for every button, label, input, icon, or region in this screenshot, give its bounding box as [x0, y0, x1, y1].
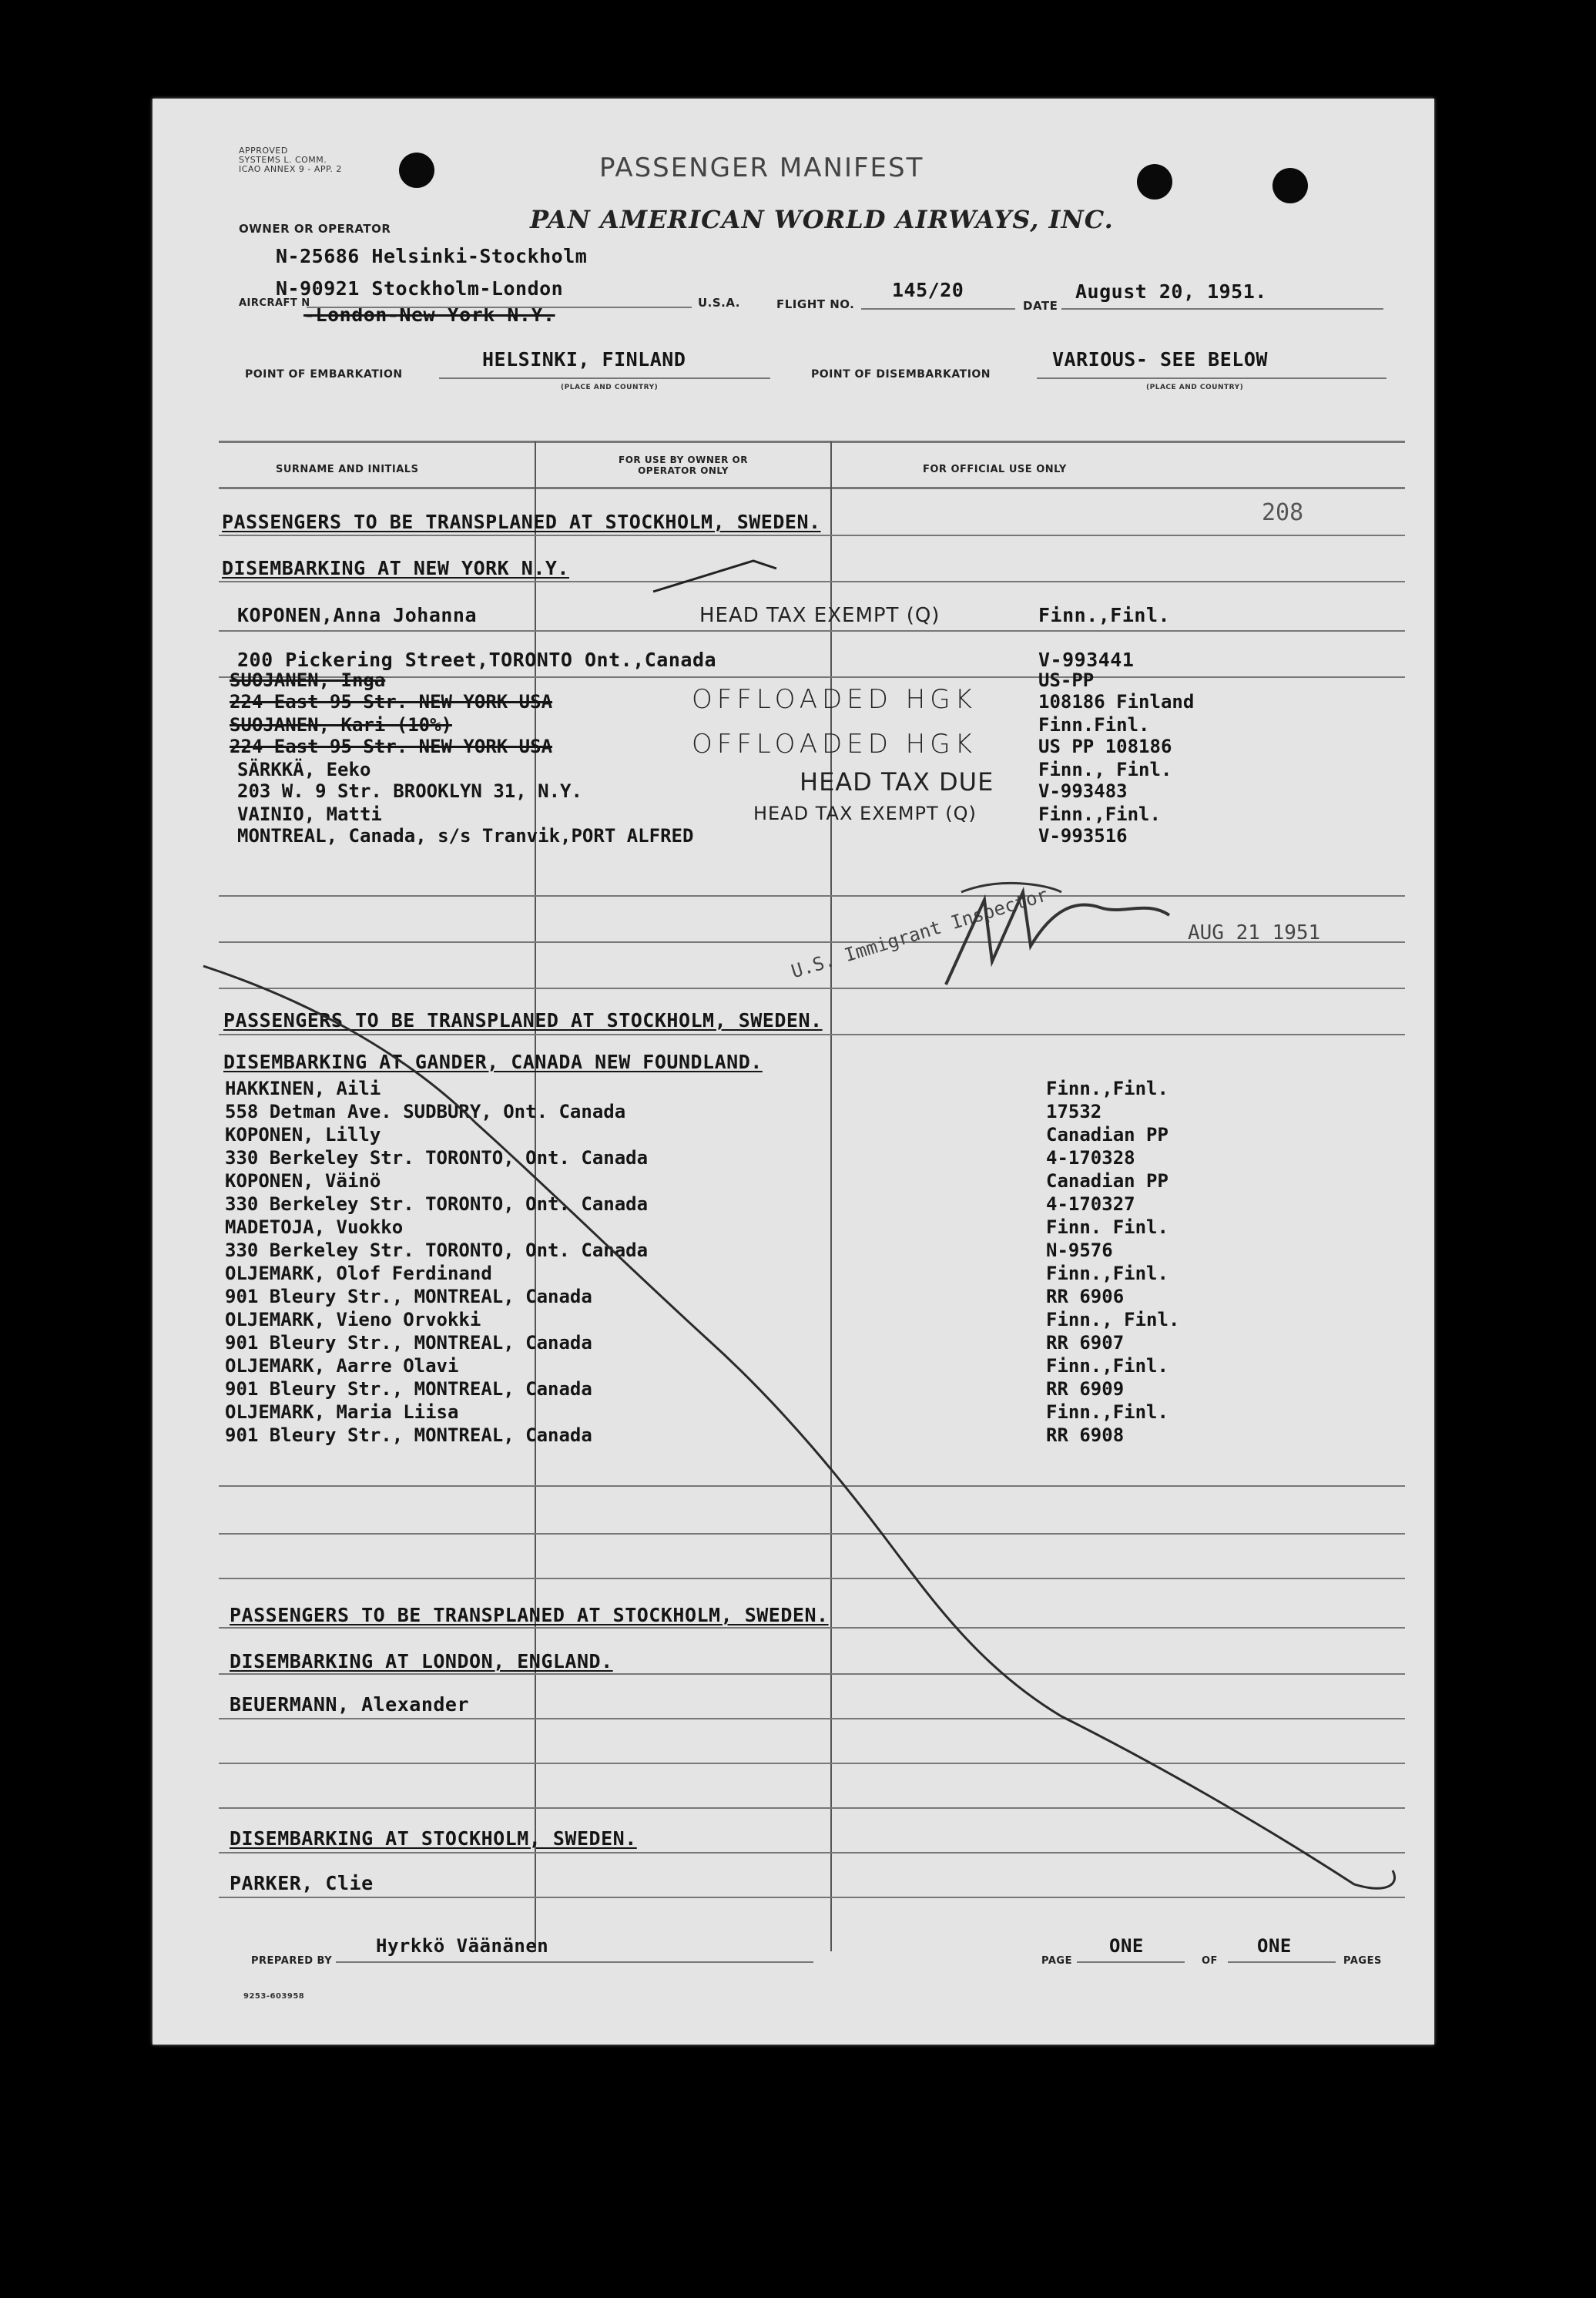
- section1-transplane: PASSENGERS TO BE TRANSPLANED AT STOCKHOLM, SWEDEN.: [222, 511, 821, 533]
- embarkation-value: HELSINKI, FINLAND: [482, 348, 686, 371]
- handwritten-diagonal-line: [153, 99, 1434, 2045]
- official-entry: 108186 Finland: [1038, 691, 1195, 713]
- operator-note: OFFLOADED HGK: [692, 729, 977, 760]
- of-label: OF: [1202, 1955, 1218, 1967]
- operator-note: HEAD TAX EXEMPT (Q): [753, 803, 977, 824]
- approval-line: SYSTEMS L. COMM.: [239, 155, 327, 165]
- operator-note: HEAD TAX DUE: [800, 767, 994, 797]
- manifest-sheet: [153, 99, 1434, 2045]
- approval-line: ICAO ANNEX 9 - APP. 2: [239, 164, 342, 174]
- inspector-stamp: U.S. Immigrant Inspector: [788, 884, 1051, 983]
- official-entry: Canadian PP: [1046, 1170, 1168, 1192]
- passenger-name: OLJEMARK, Vieno Orvokki: [225, 1309, 481, 1330]
- passenger-name: KOPONEN, Väinö: [225, 1170, 381, 1192]
- official-entry: RR 6909: [1046, 1378, 1125, 1400]
- official-entry: 4-170327: [1046, 1193, 1135, 1215]
- passenger-name: OLJEMARK, Aarre Olavi: [225, 1355, 459, 1377]
- section3-disembark: DISEMBARKING AT LONDON, ENGLAND.: [230, 1650, 613, 1672]
- official-entry: V-993483: [1038, 780, 1128, 802]
- passenger-name: KOPONEN,Anna Johanna: [237, 604, 478, 626]
- section3-passenger: BEUERMANN, Alexander: [230, 1693, 470, 1716]
- passenger-address: MONTREAL, Canada, s/s Tranvik,PORT ALFRED: [237, 825, 694, 847]
- official-entry: Finn.,Finl.: [1038, 604, 1171, 626]
- official-entry: US-PP: [1038, 669, 1095, 691]
- column-header-official: FOR OFFICIAL USE ONLY: [923, 464, 1067, 475]
- official-entry: Finn., Finl.: [1046, 1309, 1180, 1330]
- official-entry: Canadian PP: [1046, 1124, 1168, 1146]
- usa-label: U.S.A.: [698, 296, 740, 310]
- passenger-name-cancelled: SUOJANEN, Kari (10%): [230, 714, 452, 736]
- prepared-rule: [336, 1961, 813, 1963]
- place-country-label-1: (PLACE AND COUNTRY): [561, 384, 659, 391]
- passenger-address: 203 W. 9 Str. BROOKLYN 31, N.Y.: [237, 780, 582, 802]
- passenger-address-cancelled: 224 East 95 Str. NEW YORK USA: [230, 691, 553, 713]
- official-entry: Finn.,Finl.: [1038, 803, 1161, 825]
- section2-transplane: PASSENGERS TO BE TRANSPLANED AT STOCKHOLM, SWEDEN.: [223, 1009, 823, 1032]
- passenger-address: 901 Bleury Str., MONTREAL, Canada: [225, 1378, 592, 1400]
- embarkation-label: POINT OF EMBARKATION: [245, 368, 403, 381]
- official-entry: US PP 108186: [1038, 736, 1172, 757]
- passenger-address: 200 Pickering Street,TORONTO Ont.,Canada: [237, 649, 717, 671]
- official-entry: Finn. Finl.: [1046, 1216, 1168, 1238]
- operator-note: HEAD TAX EXEMPT (Q): [699, 604, 940, 627]
- total-pages: ONE: [1257, 1935, 1292, 1957]
- aircraft-line-1: N-25686 Helsinki-Stockholm: [276, 245, 588, 267]
- page-number: ONE: [1109, 1935, 1144, 1957]
- flight-date: August 20, 1951.: [1075, 280, 1267, 303]
- company-name: PAN AMERICAN WORLD AIRWAYS, INC.: [530, 205, 1114, 234]
- official-entry: Finn.,Finl.: [1046, 1401, 1168, 1423]
- pages-rule: [1228, 1961, 1336, 1963]
- column-header-surname: SURNAME AND INITIALS: [276, 464, 419, 475]
- passenger-address: 901 Bleury Str., MONTREAL, Canada: [225, 1332, 592, 1354]
- date-label: DATE: [1023, 299, 1058, 313]
- form-number: 9253-603958: [243, 1992, 305, 2001]
- passenger-address: 330 Berkeley Str. TORONTO, Ont. Canada: [225, 1240, 649, 1261]
- column-header-operator: FOR USE BY OWNER OR OPERATOR ONLY: [619, 455, 748, 476]
- flight-number: 145/20: [892, 279, 964, 301]
- passenger-name: OLJEMARK, Maria Liisa: [225, 1401, 459, 1423]
- official-entry: 17532: [1046, 1101, 1102, 1122]
- passenger-address: 901 Bleury Str., MONTREAL, Canada: [225, 1286, 592, 1307]
- official-entry: V-993516: [1038, 825, 1128, 847]
- passenger-name: SÄRKKÄ, Eeko: [237, 759, 371, 780]
- aircraft-label: AIRCRAFT N: [239, 297, 310, 309]
- prepared-label: PREPARED BY: [251, 1955, 333, 1967]
- passenger-name-cancelled: SUOJANEN, Inga: [230, 669, 386, 691]
- disembarkation-value: VARIOUS- SEE BELOW: [1052, 348, 1268, 371]
- approval-line: APPROVED: [239, 146, 288, 156]
- form-title: PASSENGER MANIFEST: [599, 153, 924, 183]
- official-entry: N-9576: [1046, 1240, 1113, 1261]
- page-rule: [1077, 1961, 1185, 1963]
- passenger-name: MADETOJA, Vuokko: [225, 1216, 404, 1238]
- page-stamp-number: 208: [1262, 499, 1304, 526]
- official-entry: RR 6906: [1046, 1286, 1125, 1307]
- section4-disembark: DISEMBARKING AT STOCKHOLM, SWEDEN.: [230, 1827, 637, 1850]
- section3-transplane: PASSENGERS TO BE TRANSPLANED AT STOCKHOLM, SWEDEN.: [230, 1604, 829, 1626]
- official-entry: 4-170328: [1046, 1147, 1135, 1169]
- aircraft-line-3: -London-New York N.Y.: [303, 304, 555, 326]
- disembarkation-label: POINT OF DISEMBARKATION: [811, 368, 991, 381]
- official-entry: RR 6908: [1046, 1424, 1125, 1446]
- aircraft-line-2: N-90921 Stockholm-London: [276, 277, 564, 300]
- prepared-by: Hyrkkö Väänänen: [376, 1935, 549, 1957]
- inspector-date: AUG 21 1951: [1188, 921, 1321, 944]
- flight-label: FLIGHT NO.: [776, 297, 855, 311]
- owner-label: OWNER OR OPERATOR: [239, 222, 391, 236]
- passenger-name: KOPONEN, Lilly: [225, 1124, 381, 1146]
- official-entry: Finn.,Finl.: [1046, 1355, 1168, 1377]
- passenger-name: VAINIO, Matti: [237, 803, 382, 825]
- passenger-name: HAKKINEN, Aili: [225, 1078, 381, 1099]
- section4-passenger: PARKER, Clie: [230, 1872, 374, 1894]
- passenger-address-cancelled: 224 East 95 Str. NEW YORK USA: [230, 736, 553, 757]
- section1-disembark: DISEMBARKING AT NEW YORK N.Y.: [222, 557, 569, 579]
- official-entry: Finn., Finl.: [1038, 759, 1172, 780]
- official-entry: V-993441: [1038, 649, 1135, 671]
- official-entry: Finn.,Finl.: [1046, 1078, 1168, 1099]
- passenger-address: 901 Bleury Str., MONTREAL, Canada: [225, 1424, 592, 1446]
- passenger-address: 558 Detman Ave. SUDBURY, Ont. Canada: [225, 1101, 626, 1122]
- passenger-address: 330 Berkeley Str. TORONTO, Ont. Canada: [225, 1147, 649, 1169]
- operator-note: OFFLOADED HGK: [692, 684, 977, 715]
- section2-disembark: DISEMBARKING AT GANDER, CANADA NEW FOUNDLAND.: [223, 1051, 763, 1073]
- passenger-name: OLJEMARK, Olof Ferdinand: [225, 1263, 492, 1284]
- pages-label: PAGES: [1343, 1955, 1382, 1967]
- place-country-label-2: (PLACE AND COUNTRY): [1146, 384, 1244, 391]
- passenger-address: 330 Berkeley Str. TORONTO, Ont. Canada: [225, 1193, 649, 1215]
- official-entry: RR 6907: [1046, 1332, 1125, 1354]
- official-entry: Finn.,Finl.: [1046, 1263, 1168, 1284]
- page-label: PAGE: [1041, 1955, 1072, 1967]
- official-entry: Finn.Finl.: [1038, 714, 1150, 736]
